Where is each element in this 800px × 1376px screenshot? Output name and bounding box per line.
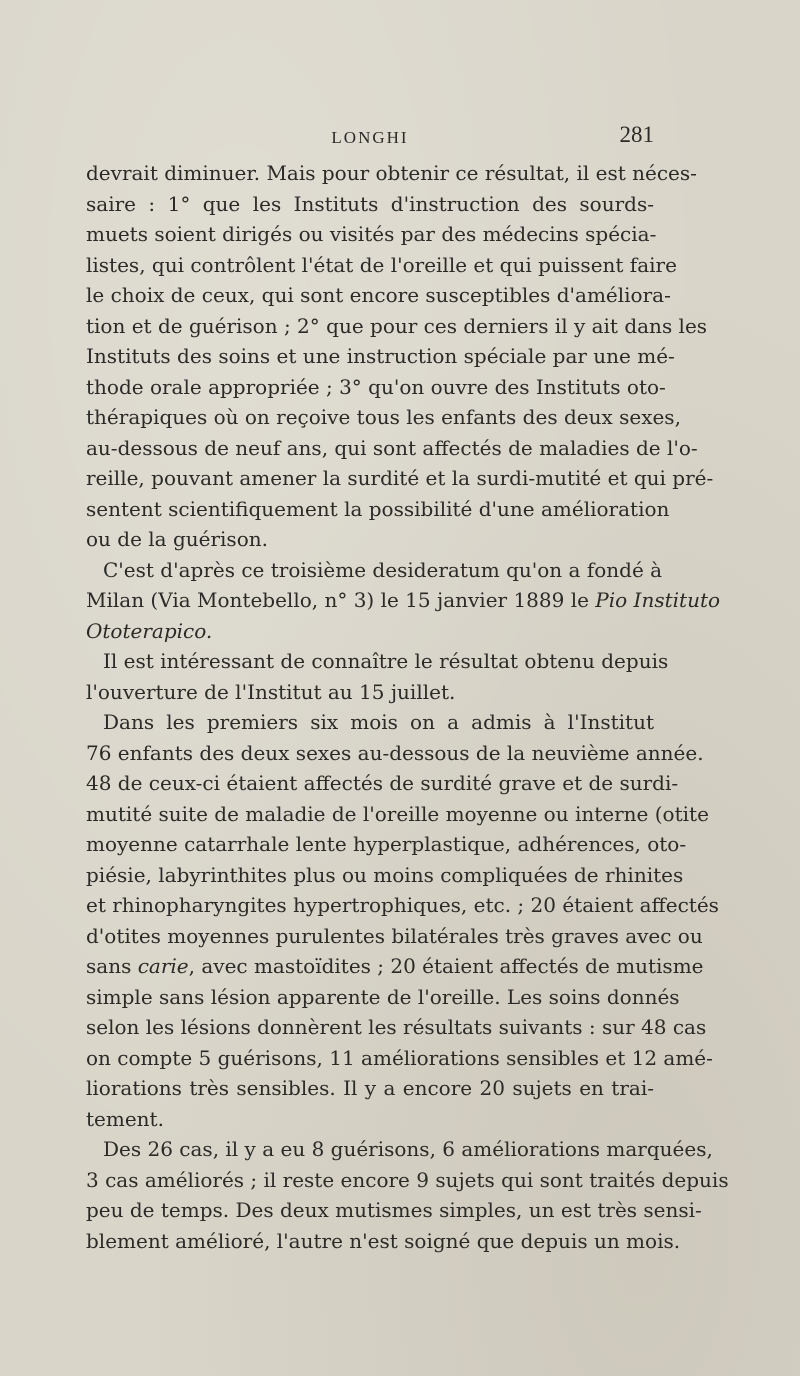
text-line: tement. bbox=[86, 1106, 164, 1131]
text-line bbox=[86, 951, 704, 982]
body-text bbox=[86, 158, 729, 1256]
text-line: sentent scientifiquement la possibilité d'une amélioration bbox=[86, 496, 670, 521]
text-segment: , avec mastoïdites ; 20 étaient affectés de mutisme bbox=[188, 954, 704, 978]
institute-name: Pio Instituto bbox=[595, 588, 721, 612]
text-line: listes, qui contrôlent l'état de l'oreille et qui puissent faire bbox=[86, 252, 677, 277]
text-line: Des 26 cas, il y a eu 8 guérisons, 6 améliorations marquées, bbox=[103, 1137, 713, 1161]
text-line: d'otites moyennes purulentes bilatérales très graves avec ou bbox=[86, 923, 703, 948]
text-line: moyenne catarrhale lente hyperplastique, adhérences, oto- bbox=[86, 832, 687, 856]
page-number: 281 bbox=[619, 122, 654, 147]
text-line bbox=[86, 585, 721, 616]
text-line: peu de temps. Des deux mutismes simples, un est très sensi- bbox=[86, 1198, 702, 1222]
text-line: et rhinopharyngites hypertrophiques, etc. ; 20 étaient affectés bbox=[86, 893, 719, 917]
institute-name-cont: Ototerapico. bbox=[86, 618, 213, 643]
text-line: muets soient dirigés ou visités par des médecins spécia- bbox=[86, 222, 657, 246]
text-line: 3 cas améliorés ; il reste encore 9 sujets qui sont traités depuis bbox=[86, 1167, 729, 1192]
text-line: le choix de ceux, qui sont encore susceptibles d'améliora- bbox=[86, 283, 671, 307]
text-line: 76 enfants des deux sexes au-dessous de la neuvième année. bbox=[86, 740, 704, 765]
text-line: blement amélioré, l'autre n'est soigné que depuis un mois. bbox=[86, 1228, 681, 1253]
text-line: reille, pouvant amener la surdité et la surdi-mutité et qui pré- bbox=[86, 466, 714, 490]
text-line: thode orale appropriée ; 3° qu'on ouvre des Instituts oto- bbox=[86, 374, 666, 399]
text-line: tion et de guérison ; 2° que pour ces derniers il y ait dans les bbox=[86, 313, 708, 338]
text-line: au-dessous de neuf ans, qui sont affectés de maladies de l'o- bbox=[86, 435, 698, 460]
running-head bbox=[86, 122, 654, 152]
carie-term: carie bbox=[137, 954, 189, 978]
text-line: C'est d'après ce troisième desideratum qu'on a fondé à bbox=[103, 557, 663, 582]
text-line: piésie, labyrinthites plus ou moins compliquées de rhinites bbox=[86, 862, 684, 887]
text-line: simple sans lésion apparente de l'oreille. Les soins donnés bbox=[86, 984, 680, 1009]
text-line: thérapiques où on reçoive tous les enfants des deux sexes, bbox=[86, 405, 681, 429]
text-line: 48 de ceux-ci étaient affectés de surdité grave et de surdi- bbox=[86, 771, 679, 795]
running-title: LONGHI bbox=[331, 128, 409, 147]
text-line: Dans les premiers six mois on a admis à l'Institut bbox=[103, 710, 654, 734]
text-segment: sans bbox=[86, 954, 132, 978]
text-line: Il est intéressant de connaître le résultat obtenu depuis bbox=[103, 649, 669, 673]
text-line: mutité suite de maladie de l'oreille moyenne ou interne (otite bbox=[86, 801, 709, 826]
text-line bbox=[86, 616, 654, 647]
text-segment: Milan (Via Montebello, n° 3) le 15 janvier 1889 le bbox=[86, 588, 589, 612]
text-line: Instituts des soins et une instruction spéciale par une mé- bbox=[86, 344, 675, 368]
text-line: on compte 5 guérisons, 11 améliorations sensibles et 12 amé- bbox=[86, 1045, 713, 1070]
text-line: saire : 1° que les Instituts d'instruction des sourds- bbox=[86, 191, 654, 216]
text-line: devrait diminuer. Mais pour obtenir ce résultat, il est néces- bbox=[86, 161, 697, 185]
text-line: selon les lésions donnèrent les résultats suivants : sur 48 cas bbox=[86, 1015, 707, 1039]
text-line: liorations très sensibles. Il y a encore 20 sujets en trai- bbox=[86, 1076, 654, 1100]
text-line: ou de la guérison. bbox=[86, 527, 268, 551]
text-line: l'ouverture de l'Institut au 15 juillet. bbox=[86, 679, 456, 704]
